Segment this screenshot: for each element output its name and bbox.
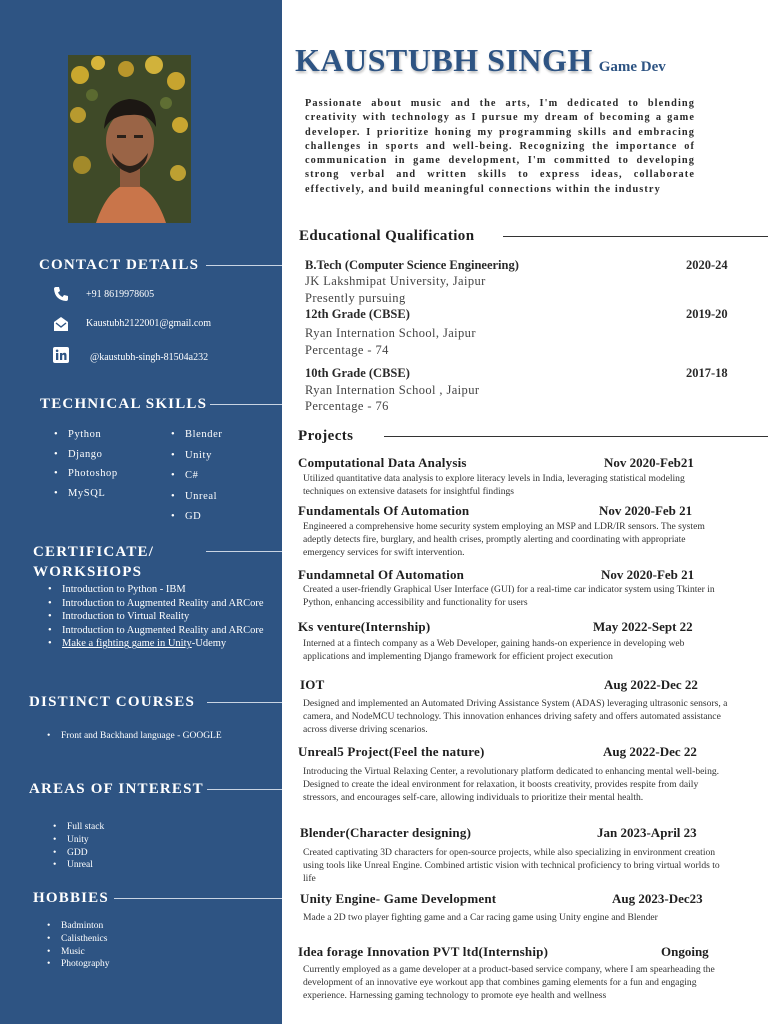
certificates-heading: CERTIFICATE/ <box>33 544 155 560</box>
certificate-item: • Introduction to Virtual Reality <box>48 610 270 624</box>
hobby-item: • Photography <box>47 958 110 971</box>
project-description: Created captivating 3D characters for open-source projects, while also specializing in environment creation using tools like Unreal Engine. Combined artistic vision with technical proficiency to bring virtual worlds to life <box>303 847 720 884</box>
certificates-heading-line2: WORKSHOPS <box>33 564 143 580</box>
interests-divider <box>207 789 282 790</box>
mail-icon <box>53 316 69 332</box>
education-degree: 12th Grade (CBSE) <box>305 307 410 321</box>
certificate-item: • Introduction to Augmented Reality and ARCore <box>48 597 270 611</box>
certificates-divider <box>206 551 282 552</box>
project-title: Idea forage Innovation PVT ltd(Internship) <box>298 944 549 959</box>
project-title: Fundamentals Of Automation <box>298 503 470 518</box>
skill-item: • Photoshop <box>68 468 118 479</box>
project-date: Nov 2020-Feb 21 <box>599 503 693 518</box>
skills-divider <box>210 404 282 405</box>
education-year: 2019-20 <box>686 307 728 321</box>
project-title: Fundamnetal Of Automation <box>298 567 465 582</box>
course-item: • Front and Backhand language - GOOGLE <box>47 730 237 743</box>
education-degree: 10th Grade (CBSE) <box>305 366 410 380</box>
project-description: Designed and implemented an Automated Driving Assistance System (ADAS) leveraging ultrasonic sensors, a camera, and NodeMCU technology. This innovation enhances driving safety and offers automated assistance across diverse driving scenarios. <box>303 698 728 735</box>
interest-item: • GDD <box>53 847 104 860</box>
project-date: Nov 2020-Feb 21 <box>601 567 695 582</box>
project-description: Utilized quantitative data analysis to explore literacy levels in India, leveraging statistical modeling techniques on extensive datasets for insightful findings <box>303 473 685 497</box>
skill-item: • Django <box>68 449 103 460</box>
education-institution: JK Lakshmipat University, Jaipur <box>305 274 486 288</box>
certificate-list <box>48 583 270 651</box>
projects-divider <box>384 436 768 437</box>
education-year: 2017-18 <box>686 366 728 380</box>
project-title: Blender(Character designing) <box>300 825 472 840</box>
linkedin-handle[interactable]: @kaustubh-singh-81504a232 <box>90 352 209 363</box>
phone-number: +91 8619978605 <box>86 289 155 300</box>
interest-item: • Full stack <box>53 821 104 834</box>
project-date: Aug 2023-Dec23 <box>612 891 703 906</box>
project-title: Ks venture(Internship) <box>298 619 431 634</box>
courses-divider <box>207 702 282 703</box>
education-institution: Ryan Internation School , Jaipur <box>305 383 480 397</box>
email-address[interactable]: Kaustubh2122001@gmail.com <box>86 318 212 329</box>
project-description: Made a 2D two player fighting game and a Car racing game using Unity engine and Blender <box>303 912 658 923</box>
project-title: Computational Data Analysis <box>298 455 467 470</box>
project-description: Currently employed as a game developer at a product-based service company, where I am spearheading the development of an innovative eye workout app that combines gaming elements for a fun and engaging experience. Harnessing gaming technology to promote eye health and wellness <box>303 964 715 1001</box>
summary-paragraph: Passionate about music and the arts, I'm dedicated to blending creativity with technology as I pursue my dream of becoming a game developer. I prioritize honing my programming skills and embracing challenges in sports and well-being. Recognizing the importance of communication in game development, I'm committed to developing strong verbal and written skills to express ideas, collaborate effectively, and build meaningful connections within the industry <box>305 98 695 195</box>
education-status: Presently pursuing <box>305 291 406 305</box>
courses-heading: DISTINCT COURSES <box>29 694 196 710</box>
certificate-item: • Introduction to Augmented Reality and ARCore <box>48 624 270 638</box>
project-description: Created a user-friendly Graphical User Interface (GUI) for a real-time car indicator system using Tkinter in Python, enhancing accessibility and functionality for users <box>303 584 715 608</box>
skill-item: • Unreal <box>185 491 217 502</box>
udemy-course-link[interactable]: Make a fighting game in Unity <box>62 638 192 650</box>
project-date: Aug 2022-Dec 22 <box>603 744 697 759</box>
hobby-item: • Badminton <box>47 920 110 933</box>
skill-item: • GD <box>185 511 201 522</box>
interest-item: • Unity <box>53 834 104 847</box>
project-description: Engineered a comprehensive home security system employing an MSP and LDR/IR sensors. The system adeptly detects fire, burglary, and health crises, promptly alerting and coordinating with appropriate emergency services for swift intervention. <box>303 521 705 558</box>
project-date: Jan 2023-April 23 <box>597 825 697 840</box>
certificate-item <box>48 637 270 651</box>
hobby-item: • Calisthenics <box>47 933 110 946</box>
person-name: KAUSTUBH SINGH <box>295 42 593 78</box>
contact-divider <box>206 265 282 266</box>
skill-item: • Blender <box>185 429 222 440</box>
skills-heading: TECHNICAL SKILLS <box>40 396 208 412</box>
education-heading: Educational Qualification <box>299 228 475 244</box>
education-divider <box>503 236 768 237</box>
certificate-provider: -Udemy <box>191 638 227 650</box>
education-year: 2020-24 <box>686 258 728 272</box>
linkedin-icon <box>53 347 69 363</box>
education-degree: B.Tech (Computer Science Engineering) <box>305 258 519 272</box>
hobbies-divider <box>114 898 282 899</box>
project-date: Ongoing <box>661 944 709 959</box>
projects-heading: Projects <box>298 428 354 444</box>
skill-item: • Python <box>68 429 101 440</box>
skill-item: • MySQL <box>68 488 105 499</box>
project-description: Interned at a fintech company as a Web Developer, gaining hands-on experience in developing web applications and implementing Django framework for efficient project execution <box>303 638 685 662</box>
profile-photo <box>68 55 191 223</box>
project-date: Aug 2022-Dec 22 <box>604 677 698 692</box>
education-score: Percentage - 76 <box>305 399 389 413</box>
contact-heading: CONTACT DETAILS <box>39 257 200 273</box>
project-title: Unreal5 Project(Feel the nature) <box>298 744 485 759</box>
project-title: Unity Engine- Game Development <box>300 891 497 906</box>
project-date: May 2022-Sept 22 <box>593 619 693 634</box>
hobbies-heading: HOBBIES <box>33 890 109 906</box>
certificate-item: • Introduction to Python - IBM <box>48 583 270 597</box>
name-header <box>295 42 666 79</box>
skill-item: • Unity <box>185 450 212 461</box>
interest-item: • Unreal <box>53 859 104 872</box>
phone-icon <box>53 286 69 302</box>
interests-list <box>53 821 104 872</box>
project-description: Introducing the Virtual Relaxing Center, a revolutionary platform dedicated to enhancing mental well-being. Designed to create the ideal environment for relaxation, it boosts creativity, provides respite from daily stressors, and encourages self-care, allowing individuals to prioritize their mental health. <box>303 766 720 803</box>
job-role: Game Dev <box>598 59 666 75</box>
interests-heading: AREAS OF INTEREST <box>29 781 204 797</box>
hobby-item: • Music <box>47 946 110 959</box>
skill-item: • C# <box>185 470 198 481</box>
project-title: IOT <box>300 677 325 692</box>
hobbies-list <box>47 920 110 971</box>
courses-list <box>47 730 237 743</box>
project-date: Nov 2020-Feb21 <box>604 455 694 470</box>
sidebar <box>0 0 282 1024</box>
education-institution: Ryan Internation School, Jaipur <box>305 326 476 340</box>
education-score: Percentage - 74 <box>305 343 389 357</box>
